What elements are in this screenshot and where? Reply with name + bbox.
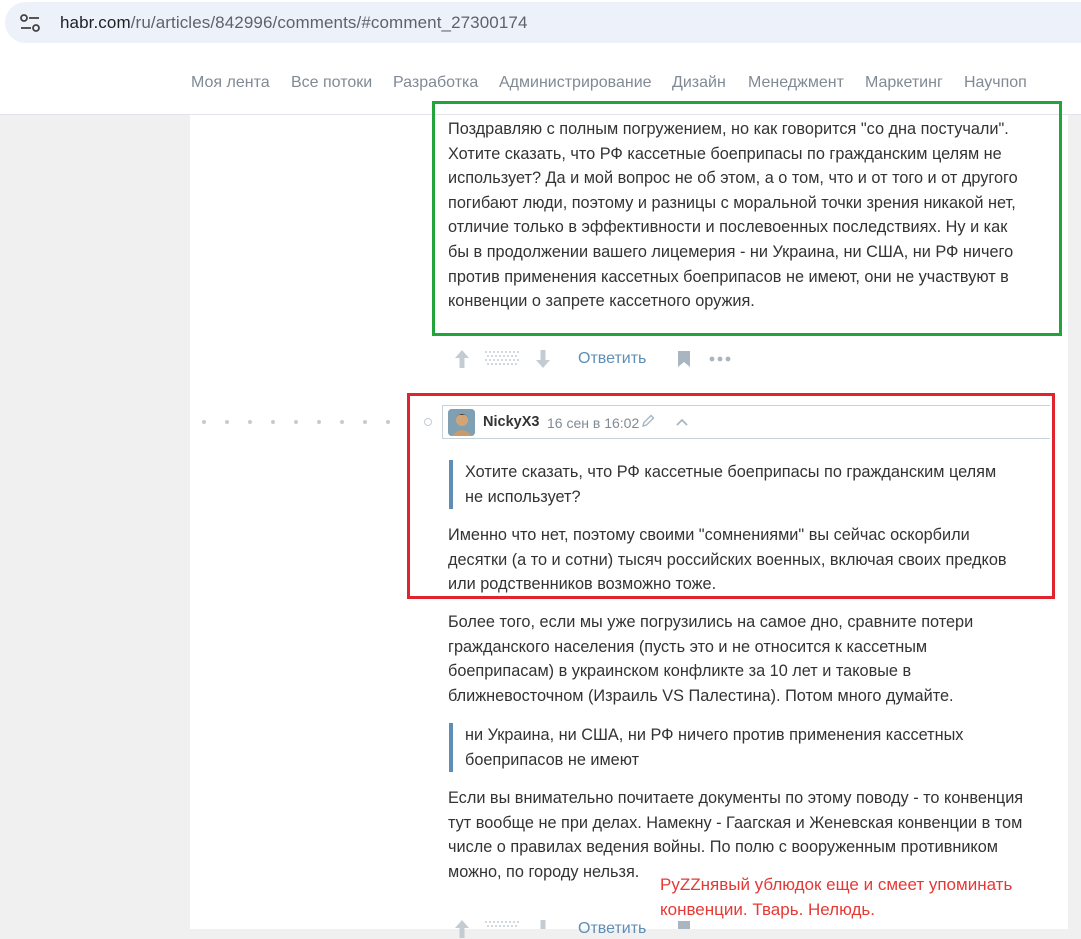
nav-item-design[interactable]: Дизайн	[672, 74, 726, 91]
nav-item-marketing[interactable]: Маркетинг	[865, 74, 943, 91]
parent-comment-line: против применения кассетных боеприпасов не имеют, они не участвуют в	[448, 267, 1009, 286]
reply-button[interactable]: Ответить	[578, 920, 647, 937]
parent-comment-line: использует? Да и мой вопрос не об этом, а о том, что и от того и от другого	[448, 169, 1018, 188]
parent-comment-line: Хотите сказать, что РФ кассетные боеприпасы по гражданским целям не	[448, 144, 1002, 163]
quote-line: Хотите сказать, что РФ кассетные боеприпасы по гражданским целям	[465, 463, 997, 481]
paragraph-line: или родственников возможно тоже.	[448, 575, 717, 594]
reply-button[interactable]: Ответить	[578, 350, 647, 367]
quote-line: боеприпасов не имеют	[465, 750, 640, 769]
paragraph-line: Если вы внимательно почитаете документы по этому поводу - то конвенция	[448, 789, 1024, 807]
reply-paragraph	[448, 610, 973, 708]
thread-dot	[363, 420, 367, 424]
paragraph-line: ближневосточном (Израиль VS Палестина). Потом много думайте.	[448, 686, 954, 705]
parent-comment-line: погибают люди, поэтому и разницы с моральной точки зрения никакой нет,	[448, 193, 1016, 212]
thread-dot	[248, 420, 252, 424]
url-path: /ru/articles/842996/comments/#comment_27300174	[130, 13, 528, 32]
green-highlight-box	[432, 101, 1062, 336]
thread-dot	[386, 420, 390, 424]
nav-item-administration[interactable]: Администрирование	[499, 74, 652, 91]
comment-author[interactable]: NickyX3	[483, 414, 540, 430]
paragraph-line: гражданского населения (пусть это и не относится к кассетным	[448, 637, 928, 656]
vote-down-icon[interactable]	[535, 349, 551, 369]
nav-item-feed[interactable]: Моя лента	[191, 74, 270, 91]
parent-comment-line: Поздравляю с полным погружением, но как говорится "со дна постучали".	[448, 120, 1009, 138]
quote-line: ни Украина, ни США, ни РФ ничего против применения кассетных	[465, 726, 964, 744]
thread-dot	[294, 420, 298, 424]
thread-dot	[271, 420, 275, 424]
parent-comment-line: конвенции о запрете кассетного оружия.	[448, 292, 755, 311]
paragraph-line: тут вообще не при делах. Намекну - Гаагская и Женевская конвенции в том	[448, 813, 1023, 832]
rating-dots-icon	[484, 920, 520, 929]
rating-dots-icon	[484, 350, 520, 368]
quote-line: не использует?	[465, 487, 581, 506]
paragraph-line: боеприпасам) в украинском конфликте за 10 лет и таковые в	[448, 662, 912, 681]
page-gutter	[1068, 115, 1081, 929]
comment-timestamp[interactable]: 16 сен в 16:02	[547, 415, 640, 431]
bookmark-icon[interactable]	[677, 350, 691, 368]
vote-up-icon[interactable]	[454, 349, 470, 369]
vote-up-icon[interactable]	[454, 919, 470, 939]
thread-dot	[317, 420, 321, 424]
reply-paragraph	[448, 786, 1023, 884]
thread-dot	[202, 420, 206, 424]
nav-item-popsci[interactable]: Научпоп	[964, 74, 1027, 91]
nav-item-management[interactable]: Менеджмент	[748, 74, 844, 91]
parent-comment-line: отличие только в эффективности и послевоенных последствиях. Ну и как	[448, 218, 1008, 237]
browser-toolbar	[0, 0, 1081, 47]
red-annotation-text	[660, 873, 1012, 922]
url-text[interactable]	[60, 13, 528, 33]
more-options-icon[interactable]	[709, 355, 731, 363]
red-highlight-box	[407, 393, 1055, 599]
quote-block	[449, 723, 1045, 772]
paragraph-line: Именно что нет, поэтому своими "сомнениями" вы сейчас оскорбили	[448, 526, 970, 544]
paragraph-line: можно, по городу нельзя.	[448, 862, 640, 881]
paragraph-line: десятки (а то и сотни) тысяч российских военных, включая своих предков	[448, 550, 1007, 569]
annotation-line: конвенции. Тварь. Нелюдь.	[660, 899, 875, 919]
parent-comment-line: бы в продолжении вашего лицемерия - ни Украина, ни США, ни РФ ничего	[448, 242, 1014, 261]
url-host: habr.com	[60, 13, 131, 32]
thread-dot	[340, 420, 344, 424]
thread-dot	[225, 420, 229, 424]
paragraph-line: числе о правилах ведения войны. По полю с вооруженным противником	[448, 838, 998, 857]
paragraph-line: Более того, если мы уже погрузились на самое дно, сравните потери	[448, 613, 974, 631]
nav-item-development[interactable]: Разработка	[393, 74, 479, 91]
vote-down-icon[interactable]	[535, 919, 551, 929]
nav-item-all-streams[interactable]: Все потоки	[291, 74, 373, 91]
site-settings-icon[interactable]	[19, 13, 41, 33]
annotation-line: PyZZнявый ублюдок еще и смеет упоминать	[660, 875, 1013, 894]
address-bar[interactable]	[5, 2, 1081, 43]
